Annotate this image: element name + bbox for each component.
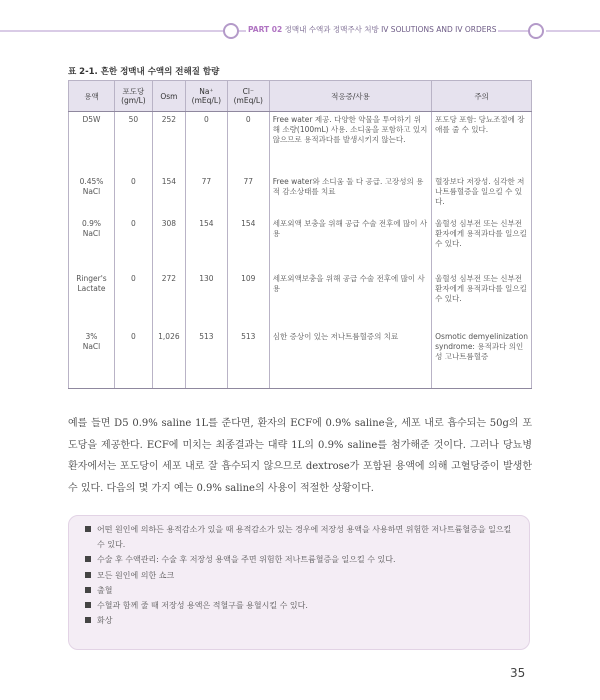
list-item-text: 수혈과 함께 줄 때 저장성 용액은 적혈구를 용혈시킬 수 있다. [97, 601, 308, 611]
list-item [85, 613, 517, 628]
cell-na: 513 [185, 329, 227, 389]
table-header-row [69, 81, 532, 112]
list-item [85, 522, 517, 552]
list-item-text: 모든 원인에 의한 쇼크 [97, 570, 175, 580]
cell-cl: 513 [227, 329, 269, 389]
cell-caution: Osmotic demyelinization syndrome: 용적과다 의인성 고나트륨혈증 [432, 329, 532, 389]
square-bullet-icon [85, 587, 91, 593]
cell-fluid: 0.45% NaCl [69, 174, 115, 216]
header-text [246, 24, 498, 35]
cell-fluid: 3% NaCl [69, 329, 115, 389]
cell-use: 세포외액보충을 위해 공급 수술 전후에 많이 사용 [269, 271, 431, 329]
list-item-text: 화상 [97, 616, 113, 626]
cell-na: 77 [185, 174, 227, 216]
header-circle-right-icon [528, 23, 544, 39]
cell-glucose: 0 [114, 271, 152, 329]
table-caption: 표 2-1. 흔한 정맥내 수액의 전해질 함량 [68, 67, 220, 77]
header-title: 정맥내 수액과 정맥주사 처방 IV SOLUTIONS AND IV ORDERS [284, 25, 497, 34]
table-row [69, 329, 532, 389]
header-part: PART 02 [248, 25, 283, 34]
header-cell-caution: 주의 [432, 81, 532, 112]
list-item [85, 568, 517, 583]
cell-caution: 울혈성 심부전 또는 신부전 환자에게 용적과다를 일으킬 수 있다. [432, 271, 532, 329]
list-item-text: 수술 후 수액관리: 수술 후 저장성 용액을 주면 위험한 저나트륨혈증을 일으킬 수 있다. [97, 555, 396, 565]
square-bullet-icon [85, 526, 91, 532]
table-row [69, 174, 532, 216]
header-cell-use: 적응증/사용 [269, 81, 431, 112]
list-item [85, 552, 517, 567]
cell-caution: 혈장보다 저장성. 심각한 저나트륨혈증을 일으킬 수 있다. [432, 174, 532, 216]
cell-use: 심한 증상이 있는 저나트륨혈증의 치료 [269, 329, 431, 389]
electrolyte-table [68, 80, 532, 389]
cell-cl: 77 [227, 174, 269, 216]
cell-fluid: D5W [69, 112, 115, 174]
cell-glucose: 0 [114, 174, 152, 216]
cell-cl: 109 [227, 271, 269, 329]
square-bullet-icon [85, 556, 91, 562]
table-row [69, 112, 532, 174]
header-cell-na: Na⁺ (mEq/L) [185, 81, 227, 112]
cell-osm: 252 [152, 112, 185, 174]
square-bullet-icon [85, 602, 91, 608]
saline-indications-box [68, 515, 530, 650]
running-header [0, 22, 600, 42]
cell-cl: 154 [227, 216, 269, 271]
cell-osm: 272 [152, 271, 185, 329]
cell-use: Free water와 소디움 둘 다 공급. 고장성의 용적 감소상태를 치료 [269, 174, 431, 216]
cell-glucose: 0 [114, 216, 152, 271]
header-cell-glucose: 포도당 (gm/L) [114, 81, 152, 112]
cell-cl: 0 [227, 112, 269, 174]
page-number: 35 [510, 666, 526, 680]
cell-glucose: 50 [114, 112, 152, 174]
header-cell-osm: Osm [152, 81, 185, 112]
list-item-text: 출혈 [97, 585, 113, 595]
table-row [69, 216, 532, 271]
cell-fluid: Ringer's Lactate [69, 271, 115, 329]
square-bullet-icon [85, 572, 91, 578]
cell-na: 130 [185, 271, 227, 329]
cell-fluid: 0.9% NaCl [69, 216, 115, 271]
header-cell-cl: Cl⁻ (mEq/L) [227, 81, 269, 112]
cell-na: 0 [185, 112, 227, 174]
table-row [69, 271, 532, 329]
list-item [85, 583, 517, 598]
cell-use: Free water 제공. 다양한 약물을 투여하기 위해 소량(100mL) 사용. 소디움을 포함하고 있지 않으므로 용적과다를 발생시키지 않는다. [269, 112, 431, 174]
cell-osm: 154 [152, 174, 185, 216]
cell-osm: 1,026 [152, 329, 185, 389]
cell-use: 세포외액 보충을 위해 공급 수술 전후에 많이 사용 [269, 216, 431, 271]
list-item [85, 598, 517, 613]
header-rule-right [546, 30, 600, 32]
list-item-text: 어떤 원인에 의하든 용적감소가 있을 때 용적감소가 있는 경우에 저장성 용액을 사용하면 위험한 저나트륨혈증을 일으킬 수 있다. [97, 525, 512, 550]
square-bullet-icon [85, 617, 91, 623]
cell-caution: 울혈성 심부전 또는 신부전 환자에게 용적과다를 일으킬 수 있다. [432, 216, 532, 271]
cell-glucose: 0 [114, 329, 152, 389]
cell-na: 154 [185, 216, 227, 271]
header-circle-left-icon [223, 23, 239, 39]
header-cell-fluid: 용액 [69, 81, 115, 112]
cell-osm: 308 [152, 216, 185, 271]
body-paragraph: 예를 들면 D5 0.9% saline 1L를 준다면, 환자의 ECF에 0.9% saline을, 세포 내로 흡수되는 50g의 포도당을 제공한다. ECF에 미치는 최종결과는 대략 1L의 0.9% saline를 첨가해준 것이다. 그러나 당뇨병 환자에서는 포도당이 세포 내로 잘 흡수되지 않으므로 dextrose가 포함된 용액에 의해 고혈당증이 발생한 수 있다. 다음의 몇 가지 예는 0.9% saline의 사용이 적절한 상황이다. [68, 418, 532, 494]
cell-caution: 포도당 포함: 당뇨조절에 장애를 줄 수 있다. [432, 112, 532, 174]
